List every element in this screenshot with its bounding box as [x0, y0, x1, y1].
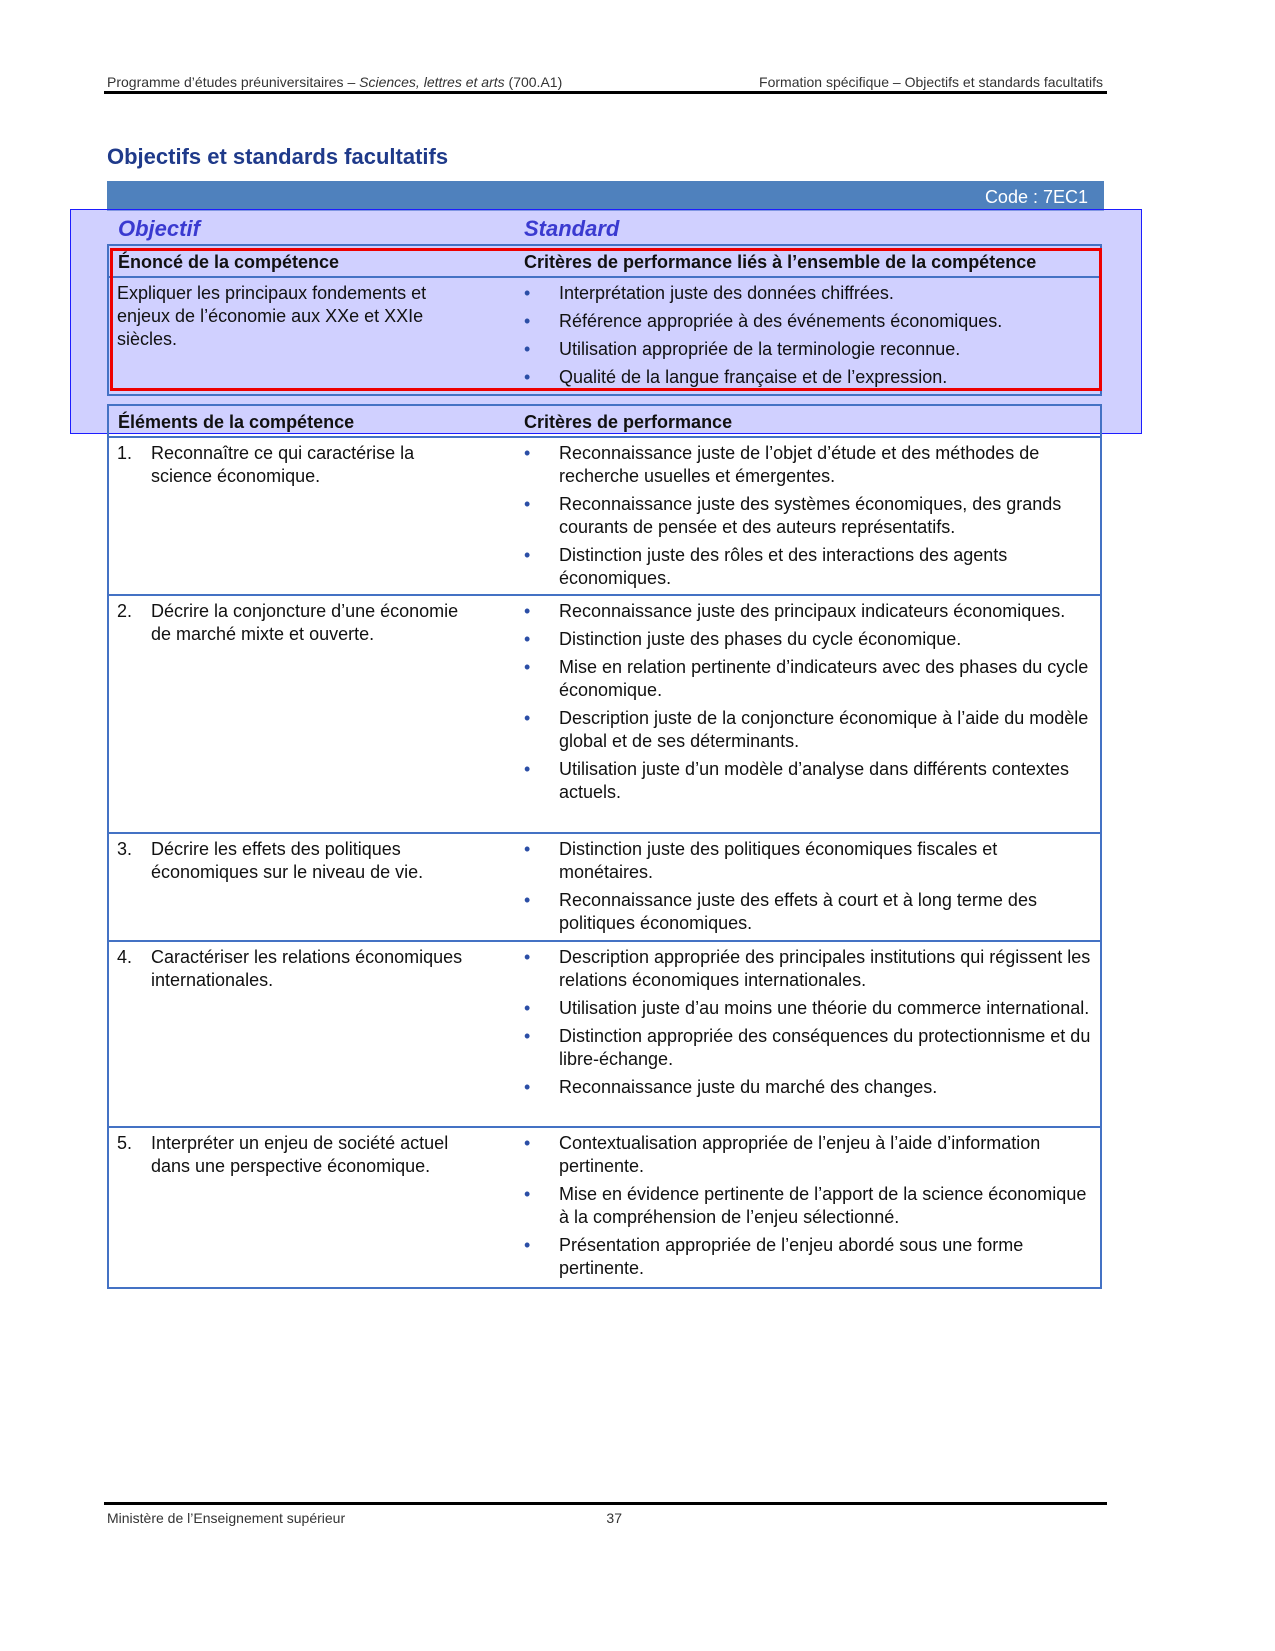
criteria-list: [524, 442, 1094, 595]
enonce-header: Énoncé de la compétence: [118, 252, 340, 272]
criteres-ensemble-header: Critères de performance liés à l’ensemble de la compétence: [524, 252, 1037, 272]
criterion-item: • Distinction juste des rôles et des interactions des agents économiques.: [524, 544, 1094, 590]
footer-ministry: Ministère de l’Enseignement supérieur: [107, 1510, 346, 1526]
objectif-label: Objectif: [118, 216, 200, 241]
criterion-item: • Distinction juste des phases du cycle économique.: [524, 628, 1094, 651]
criterion-item: • Mise en relation pertinente d’indicateurs avec des phases du cycle économique.: [524, 656, 1094, 702]
element-text: [117, 946, 467, 992]
criterion-item: • Utilisation juste d’un modèle d’analyse dans différents contextes actuels.: [524, 758, 1094, 804]
element-label: Interpréter un enjeu de société actuel dans une perspective économique.: [151, 1133, 449, 1176]
element-label: Décrire les effets des politiques économiques sur le niveau de vie.: [151, 839, 424, 882]
footer-rule: [104, 1502, 1107, 1505]
criterion-item: • Présentation appropriée de l’enjeu abordé sous une forme pertinente.: [524, 1234, 1094, 1280]
criterion-item: • Mise en évidence pertinente de l’apport de la science économique à la compréhension de l’enjeu sélectionné.: [524, 1183, 1094, 1229]
criterion-item: • Distinction appropriée des conséquences du protectionnisme et du libre-échange.: [524, 1025, 1094, 1071]
element-number: 3.: [117, 839, 133, 859]
element-text: [117, 600, 467, 646]
element-number: 2.: [117, 601, 133, 621]
criterion-item: • Description appropriée des principales institutions qui régissent les relations économiques internationales.: [524, 946, 1094, 992]
element-text: [117, 1132, 467, 1178]
divider: [109, 832, 1100, 834]
page-title: Objectifs et standards facultatifs: [107, 144, 449, 169]
element-number: 5.: [117, 1133, 133, 1153]
criterion-item: • Utilisation appropriée de la terminologie reconnue.: [524, 338, 1094, 361]
criteria-list: [524, 838, 1094, 940]
page-number: 37: [606, 1510, 622, 1526]
criterion-item: • Reconnaissance juste des principaux indicateurs économiques.: [524, 600, 1094, 623]
elements-table: [107, 404, 1102, 1289]
criterion-item: • Reconnaissance juste des effets à court et à long terme des politiques économiques.: [524, 889, 1094, 935]
element-label: Caractériser les relations économiques internationales.: [151, 947, 463, 990]
standard-label: Standard: [524, 216, 620, 241]
header-code: (700.A1): [504, 74, 563, 90]
criterion-item: • Contextualisation appropriée de l’enjeu à l’aide d’information pertinente.: [524, 1132, 1094, 1178]
header-right: Formation spécifique – Objectifs et standards facultatifs: [759, 74, 1103, 90]
element-text: [117, 838, 467, 884]
running-header: [107, 74, 1103, 90]
element-label: Reconnaître ce qui caractérise la science économique.: [151, 443, 415, 486]
header-left: Programme d’études préuniversitaires –: [107, 74, 360, 90]
divider: [109, 940, 1100, 942]
header-rule: [104, 91, 1107, 94]
divider: [109, 1126, 1100, 1128]
divider: [109, 594, 1100, 596]
element-label: Décrire la conjoncture d’une économie de marché mixte et ouverte.: [151, 601, 459, 644]
code-band: [107, 181, 1104, 211]
criterion-item: • Référence appropriée à des événements économiques.: [524, 310, 1094, 333]
criteres-header: Critères de performance: [524, 412, 733, 432]
criterion-item: • Description juste de la conjoncture économique à l’aide du modèle global et de ses déterminants.: [524, 707, 1094, 753]
criterion-item: • Reconnaissance juste des systèmes économiques, des grands courants de pensée et des auteurs représentatifs.: [524, 493, 1094, 539]
criterion-item: • Reconnaissance juste de l’objet d’étude et des méthodes de recherche usuelles et émergentes.: [524, 442, 1094, 488]
criterion-item: • Qualité de la langue française et de l’expression.: [524, 366, 1094, 389]
element-number: 1.: [117, 443, 133, 463]
elements-header: Éléments de la compétence: [118, 412, 355, 432]
enonce-text: Expliquer les principaux fondements et enjeux de l’économie aux XXe et XXIe siècles.: [117, 283, 427, 349]
criterion-item: • Utilisation juste d’au moins une théorie du commerce international.: [524, 997, 1094, 1020]
criteria-list: [524, 946, 1094, 1104]
highlight-box: [110, 248, 1102, 391]
criteria-list: [524, 1132, 1094, 1285]
element-number: 4.: [117, 947, 133, 967]
criterion-item: • Distinction juste des politiques économiques fiscales et monétaires.: [524, 838, 1094, 884]
element-text: [117, 442, 467, 488]
criteria-list: [524, 600, 1094, 809]
criterion-item: • Interprétation juste des données chiffrées.: [524, 282, 1094, 305]
footer: [107, 1510, 622, 1526]
code-label: Code : 7EC1: [984, 187, 1088, 207]
divider: [109, 436, 1100, 438]
header-program: Sciences, lettres et arts: [359, 74, 505, 90]
criterion-item: • Reconnaissance juste du marché des changes.: [524, 1076, 1094, 1099]
